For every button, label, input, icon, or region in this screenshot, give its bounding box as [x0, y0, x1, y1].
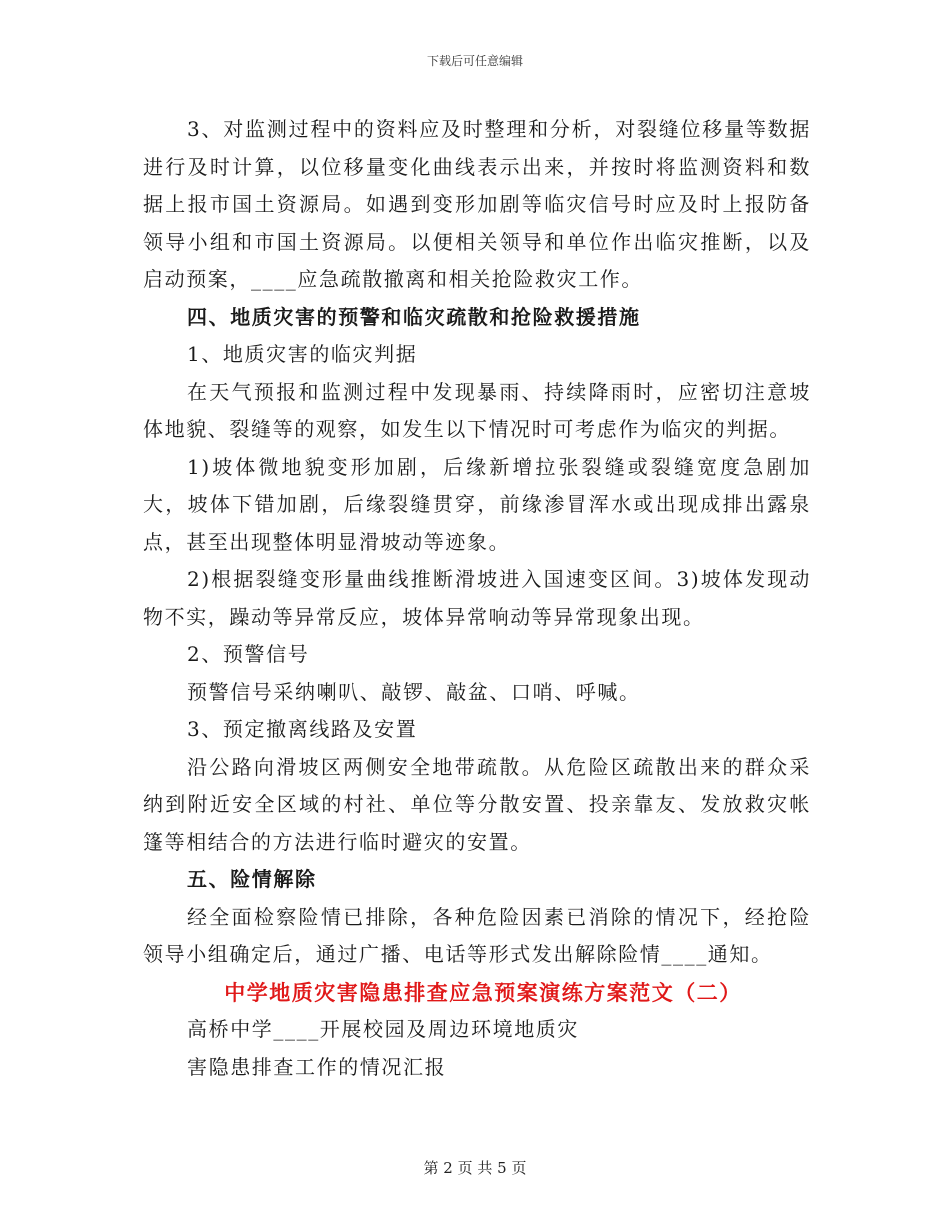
paragraph-report-line-2: 害隐患排查工作的情况汇报 — [187, 1054, 447, 1079]
subheading-evacuation: 3、预定撤离线路及安置 — [187, 717, 418, 741]
document-body — [143, 111, 811, 1086]
paragraph-lift-alert: 经全面检察险情已排除，各种危险因素已消除的情况下，经抢险领导小组确定后，通过广播、电话等形式发出解除险情____通知。 — [143, 904, 811, 966]
header-note: 下载后可任意编辑 — [426, 54, 523, 68]
paragraph-item-1: 1)坡体微地貌变形加剧，后缘新增拉张裂缝或裂缝宽度急剧加大，坡体下错加剧，后缘裂缝贯穿，前缘渗冒浑水或出现成排出露泉点，甚至出现整体明显滑坡动等迹象。 — [143, 454, 811, 554]
paragraph-criteria: 在天气预报和监测过程中发现暴雨、持续降雨时，应密切注意坡体地貌、裂缝等的观察，如发生以下情况时可考虑作为临灾的判据。 — [143, 379, 811, 441]
paragraph-monitoring-data: 3、对监测过程中的资料应及时整理和分析，对裂缝位移量等数据进行及时计算，以位移量变化曲线表示出来，并按时将监测资料和数据上报市国土资源局。如遇到变形加剧等临灾信号时应及时上报防备领导小组和市国土资源局。以便相关领导和单位作出临灾推断，以及启动预案，____应急疏散撤离和相关抢险救灾工作。 — [143, 117, 811, 291]
document-title-part-2: 中学地质灾害隐患排查应急预案演练方案范文（二） — [224, 979, 742, 1005]
paragraph-warning-signal: 预警信号采纳喇叭、敲锣、敲盆、口哨、呼喊。 — [187, 679, 641, 704]
subheading-criteria: 1、地质灾害的临灾判据 — [187, 342, 418, 366]
section-heading-5: 五、险情解除 — [187, 867, 317, 891]
page-number: 第 2 页 共 5 页 — [423, 1159, 527, 1177]
subheading-warning-signal: 2、预警信号 — [187, 642, 310, 666]
section-heading-4: 四、地质灾害的预警和临灾疏散和抢险救援措施 — [187, 304, 641, 329]
paragraph-report-line-1: 高桥中学____开展校园及周边环境地质灾 — [187, 1017, 579, 1041]
paragraph-evacuation: 沿公路向滑坡区两侧安全地带疏散。从危险区疏散出来的群众采纳到附近安全区域的村社、单位等分散安置、投亲靠友、发放救灾帐篷等相结合的方法进行临时避灾的安置。 — [143, 754, 811, 854]
paragraph-item-2-3: 2)根据裂缝变形量曲线推断滑坡进入国速变区间。3)坡体发现动物不实，躁动等异常反应，坡体异常响动等异常现象出现。 — [143, 567, 811, 629]
